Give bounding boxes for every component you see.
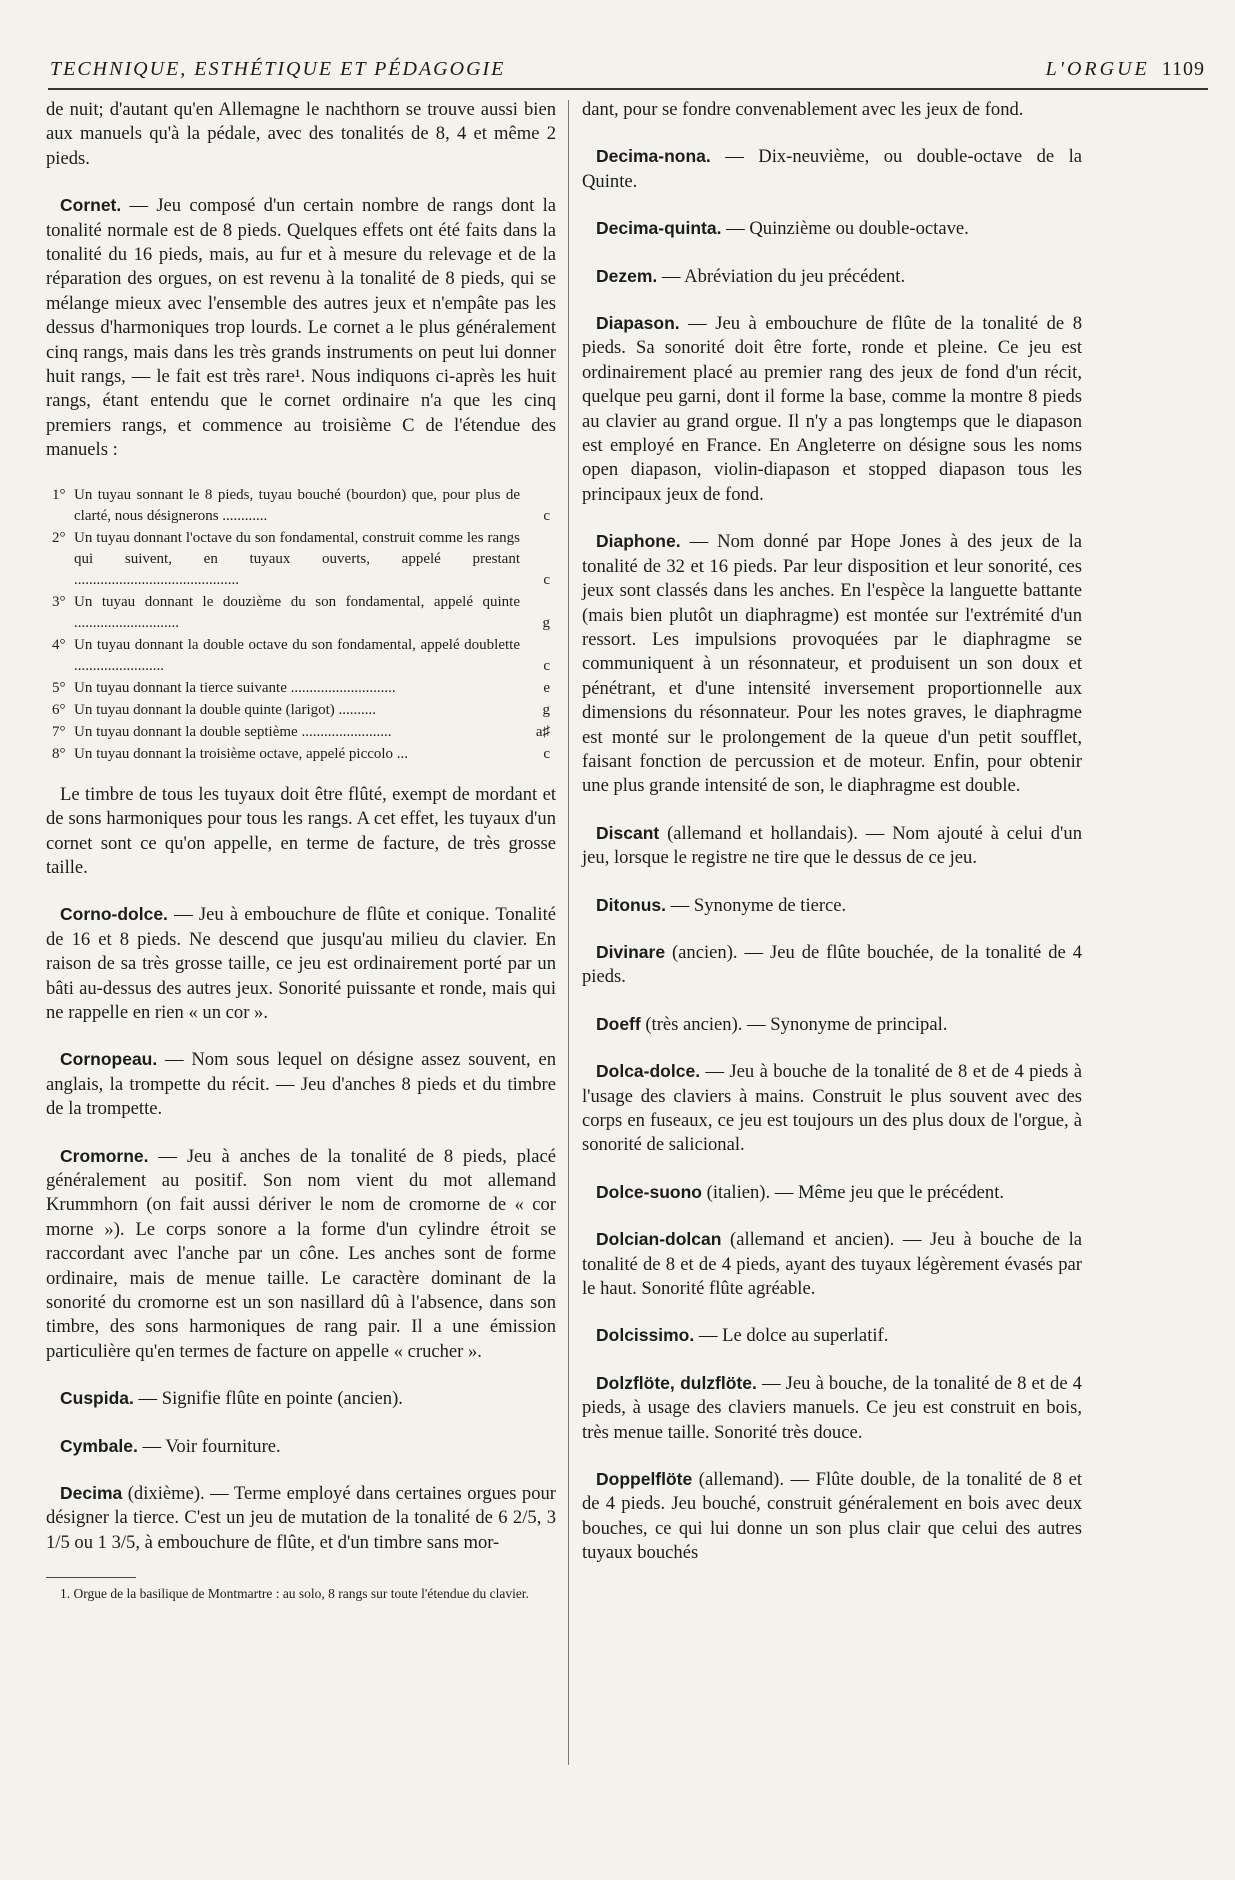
entry-term: Doppelflöte — [596, 1469, 693, 1490]
entry-text: — Jeu à embouchure de flûte et conique. Tonalité de 16 et 8 pieds. Ne descend que jusqu'au milieu du clavier. En raison de sa très grosse taille, ce jeu est ordinairement porté par un bâti au-dessus des autres jeux. Sonorité puissante et ronde, mais qui ne rappelle en rien « un cor ». — [46, 904, 556, 1023]
entry-text: (allemand et ancien). — Jeu à bouche de la tonalité de 8 et de 4 pieds, ayant des tuyaux légèrement évasés par le haut. Sonorité flûte agréable. — [582, 1229, 1082, 1300]
entry-term: Divinare — [596, 941, 666, 962]
cornet-rank-item — [46, 485, 556, 527]
dictionary-entry — [582, 144, 1082, 194]
entry-term: Corno-dolce. — [60, 904, 168, 925]
rank-text: Un tuyau donnant la troisième octave, appelé piccolo ... — [74, 745, 409, 762]
entry-text: (italien). — Même jeu que le précédent. — [701, 1181, 1005, 1203]
header-rule — [48, 88, 1208, 90]
rank-text: Un tuyau donnant la tierce suivante ............................ — [74, 679, 396, 696]
rank-text: Un tuyau donnant l'octave du son fondamental, construit comme les rangs qui suivent, en tuyaux ouverts, appelé prestant ............................................ — [74, 529, 520, 588]
entry-term: Discant — [596, 822, 660, 843]
running-head — [50, 58, 1205, 88]
dictionary-entry — [582, 529, 1082, 798]
page-number: 1109 — [1161, 58, 1205, 80]
cornet-rank-item — [46, 744, 556, 765]
entry-term: Dolca-dolce. — [596, 1061, 701, 1082]
dictionary-entry — [582, 1180, 1082, 1205]
rank-text: Un tuyau donnant la double septième ........................ — [74, 723, 392, 740]
rank-note: c — [543, 507, 550, 524]
entry-term: Decima — [60, 1483, 123, 1504]
entry-text: — Voir fourniture. — [137, 1435, 281, 1457]
dictionary-entry — [582, 264, 1082, 289]
entry-term: Dolce-suono — [596, 1181, 702, 1202]
dictionary-entry — [46, 902, 556, 1025]
dictionary-entry — [46, 1144, 556, 1365]
dictionary-entry — [582, 311, 1082, 507]
entry-text: (très ancien). — Synonyme de principal. — [640, 1013, 948, 1035]
left-column — [46, 98, 556, 1603]
rank-note: c — [543, 571, 550, 588]
entry-term: Cuspida. — [60, 1388, 134, 1409]
rank-note: c — [543, 745, 550, 762]
entry-term: Cornopeau. — [60, 1049, 158, 1070]
rank-text: Un tuyau donnant le douzième du son fondamental, appelé quinte ............................ — [74, 593, 520, 631]
dictionary-entry — [46, 1434, 556, 1459]
entry-text: (allemand). — Flûte double, de la tonalité de 8 et de 4 pieds. Jeu bouché, construit généralement en bois avec deux bouches, ce qui lui donne un son plus clair que celui des autres tuyaux bouchés — [582, 1469, 1082, 1564]
entry-text: — Jeu à bouche de la tonalité de 8 et de 4 pieds à l'usage des claviers à mains. Construit le plus souvent avec des corps en fuseaux, ce jeu est toujours un des plus doux de l'orgue, à sonorité de salicional. — [582, 1061, 1082, 1156]
entry-term: Cromorne. — [60, 1145, 149, 1166]
dictionary-entry — [582, 1371, 1082, 1445]
entry-cornet — [46, 193, 556, 462]
rank-note: a♯ — [535, 723, 550, 740]
rank-number: 6° — [52, 701, 66, 718]
entry-term: Cornet. — [60, 195, 122, 216]
entry-term: Diapason. — [596, 313, 680, 334]
dictionary-entry — [582, 940, 1082, 990]
rank-text: Un tuyau donnant la double quinte (larigot) .......... — [74, 701, 377, 718]
entry-text: — Jeu à embouchure de flûte de la tonalité de 8 pieds. Sa sonorité doit être forte, ronde et pleine. Ce jeu est ordinairement placé au premier rang des jeux de fond d'un récit, quelque peu garni, dont il forme la base, comme la montre 8 pieds au clavier au grand orgue. Il n'y a pas longtemps que le diapason est employé en France. En Angleterre on désigne sous les noms open diapason, violin-diapason et stopped diapason tous les principaux jeux de fond. — [582, 313, 1082, 505]
right-entries — [582, 144, 1082, 1565]
entry-term: Decima-quinta. — [596, 218, 722, 239]
rank-note: e — [543, 679, 550, 696]
entry-text: — Jeu composé d'un certain nombre de rangs dont la tonalité normale est de 8 pieds. Quelques effets ont été faits dans la tonalité du 16 pieds, mais, au fur et à mesure du relevage et de la réparation des orgues, on est revenu à la tonalité de 8 pieds, qui se mélange mieux avec l'ensemble des autres jeux et n'empâte pas les dessus d'harmoniques trop lourds. Le cornet a le plus généralement cinq rangs, mais dans les très grands instruments on peut lui donner huit rangs, — le fait est très rare¹. Nous indiquons ci-après les huit rangs, étant entendu que le cornet ordinaire n'a que les cinq premiers rangs, et commence au troisième C de l'étendue des manuels : — [46, 195, 556, 461]
entry-text: (dixième). — Terme employé dans certaines orgues pour désigner la tierce. C'est un jeu de mutation de la tonalité de 6 2/5, 3 1/5 ou 1 3/5, à embouchure de flûte, et d'un timbre sans mor- — [46, 1483, 556, 1553]
entry-text: — Quinzième ou double-octave. — [721, 218, 969, 240]
entry-text: — Synonyme de tierce. — [666, 894, 847, 916]
running-head-title: TECHNIQUE, ESTHÉTIQUE ET PÉDAGOGIE — [50, 58, 506, 80]
cornet-timbre-paragraph: Le timbre de tous les tuyaux doit être flûté, exempt de mordant et de sons harmoniques pour tous les rangs. A cet effet, les tuyaux d'un cornet sont ce qu'on appelle, en terme de facture, de très grosse taille. — [46, 783, 556, 878]
footnote: 1. Orgue de la basilique de Montmartre : au solo, 8 rangs sur toute l'étendue du clavier. — [60, 1586, 529, 1602]
cornet-rank-item — [46, 635, 556, 677]
rank-note: g — [542, 614, 550, 631]
column-divider — [568, 100, 569, 1765]
rank-note: c — [543, 657, 550, 674]
entry-text: — Jeu à bouche, de la tonalité de 8 et de 4 pieds, à usage des claviers manuels. Ce jeu est construit en bois, très menue taille. Sonorité très douce. — [582, 1372, 1082, 1443]
entry-term: Dolcian-dolcan — [596, 1229, 722, 1250]
dictionary-entry — [46, 1047, 556, 1121]
rank-note: g — [542, 701, 550, 718]
dictionary-entry — [582, 1059, 1082, 1158]
entry-term: Dolzflöte, dulzflöte. — [596, 1372, 757, 1393]
entry-text: — Jeu à anches de la tonalité de 8 pieds, placé généralement au positif. Son nom vient du mot allemand Krummhorn (on fait aussi dériver le nom de cromorne de « cor morne »). Le corps sonore a la forme d'un cylindre étroit se raccordant avec l'anche par un cône. Les anches sont de forme ordinaire, mais de menue taille. Le caractère dominant de la sonorité du cromorne est un son nasillard dû à l'absence, dans son timbre, des sons harmoniques de rang pair. Il a une émission particulière qu'en termes de facture on appelle « crucher ». — [46, 1145, 556, 1362]
entry-term: Doeff — [596, 1013, 641, 1034]
entry-term: Diaphone. — [596, 531, 681, 552]
rank-number: 2° — [52, 529, 66, 546]
rank-number: 3° — [52, 593, 66, 610]
rank-number: 8° — [52, 745, 66, 762]
continuation-text: de nuit; d'autant qu'en Allemagne le nachthorn se trouve aussi bien aux manuels qu'à la pédale, avec des tonalités de 8, 4 et même 2 pieds. — [46, 99, 556, 169]
footnote-rule — [46, 1577, 136, 1578]
rank-number: 1° — [52, 486, 66, 503]
cornet-rank-item — [46, 528, 556, 591]
cornet-rank-item — [46, 700, 556, 721]
continuation-text: dant, pour se fondre convenablement avec les jeux de fond. — [582, 99, 1024, 120]
cornet-rank-item — [46, 592, 556, 634]
rank-text: Un tuyau sonnant le 8 pieds, tuyau bouché (bourdon) que, pour plus de clarté, nous désignerons ............ — [74, 486, 520, 524]
entry-term: Dezem. — [596, 265, 658, 286]
entry-term: Decima-nona. — [596, 146, 711, 167]
entry-text: — Signifie flûte en pointe (ancien). — [133, 1388, 403, 1410]
cornet-rank-item — [46, 722, 556, 743]
entry-text: — Le dolce au superlatif. — [694, 1325, 889, 1347]
entry-text: — Nom donné par Hope Jones à des jeux de la tonalité de 32 et 16 pieds. Par leur disposition et leur sonorité, ces jeux sont classés dans les anches. En l'espèce la languette battante (mais bien plutôt un diaphragme) est montée sur l'extrémité d'un ressort. Les impulsions provoquées par le diaphragme se communiquent à un résonnateur, et produisent un son doux et pénétrant, et d'une intensité inversement proportionnelle aux dimensions du résonnateur. Pour les notes graves, le diaphragme est monté sur le prolongement de la queue d'un petit soufflet, faisant fonction de percussion et de moteur. Enfin, pour obtenir une plus grande intensité de son, le diaphragme est double. — [582, 531, 1082, 797]
rank-number: 4° — [52, 636, 66, 653]
dictionary-entry — [582, 1227, 1082, 1301]
right-column — [582, 98, 1082, 1588]
entry-text: — Nom sous lequel on désigne assez souvent, en anglais, la trompette du récit. — Jeu d'anches 8 pieds et du timbre de la trompette. — [46, 1049, 556, 1120]
rank-text: Un tuyau donnant la double octave du son fondamental, appelé doublette ........................ — [74, 636, 520, 674]
dictionary-entry — [582, 1323, 1082, 1348]
entry-text: (ancien). — Jeu de flûte bouchée, de la tonalité de 4 pieds. — [582, 941, 1082, 988]
dictionary-entry — [582, 216, 1082, 241]
entry-term: Dolcissimo. — [596, 1325, 695, 1346]
dictionary-entry — [582, 821, 1082, 871]
running-head-right — [1046, 58, 1205, 81]
left-entries — [46, 902, 556, 1555]
rank-number: 5° — [52, 679, 66, 696]
cornet-ranks-list — [46, 485, 556, 765]
dictionary-entry — [582, 1012, 1082, 1037]
entry-term: Cymbale. — [60, 1435, 138, 1456]
dictionary-entry — [582, 1467, 1082, 1566]
entry-text: — Abréviation du jeu précédent. — [657, 265, 906, 287]
entry-term: Ditonus. — [596, 894, 666, 915]
rank-number: 7° — [52, 723, 66, 740]
dictionary-entry — [582, 893, 1082, 918]
dictionary-entry — [46, 1386, 556, 1411]
book-title: L'ORGUE — [1045, 58, 1150, 80]
dictionary-entry — [46, 1481, 556, 1555]
entry-text: — Dix-neuvième, ou double-octave de la Quinte. — [582, 146, 1082, 192]
cornet-rank-item — [46, 678, 556, 699]
entry-text: (allemand et hollandais). — Nom ajouté à celui d'un jeu, lorsque le registre ne tire que le dessus de ce jeu. — [582, 822, 1082, 869]
